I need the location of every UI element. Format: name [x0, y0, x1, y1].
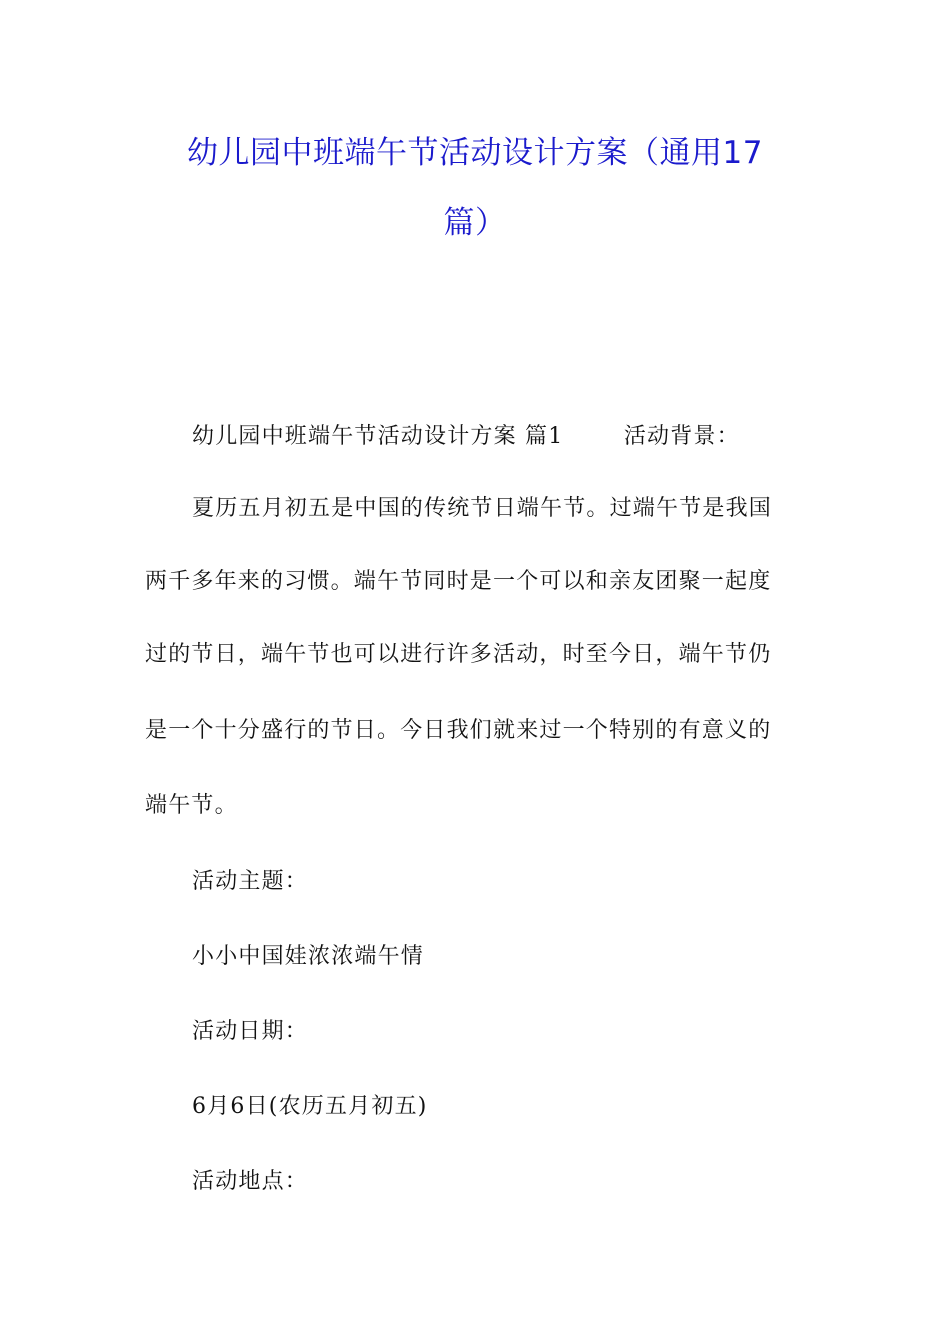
date-label: 活动日期：: [192, 1019, 309, 1044]
background-paragraph-line-1: 夏历五月初五是中国的传统节日端午节。过端午节是我国: [192, 496, 773, 521]
title-line-1: 幼儿园中班端午节活动设计方案（通用17: [187, 135, 763, 171]
background-paragraph-line-2: 两千多年来的习惯。端午节同时是一个可以和亲友团聚一起度: [145, 569, 772, 594]
theme-value: 小小中国娃浓浓端午情: [192, 944, 425, 969]
theme-label: 活动主题：: [192, 869, 309, 894]
date-value: 6月6日(农历五月初五): [192, 1094, 428, 1119]
section-heading: [192, 422, 857, 452]
section-heading-label: 活动背景：: [623, 424, 740, 449]
title-line-2: 篇）: [443, 205, 507, 241]
place-label: 活动地点：: [192, 1169, 309, 1194]
background-paragraph-line-3: 过的节日，端午节也可以进行许多活动，时至今日，端午节仍: [145, 642, 772, 667]
background-paragraph-line-5: 端午节。: [145, 793, 238, 818]
document-title: [140, 118, 810, 258]
section-heading-part: 篇1: [525, 424, 564, 449]
section-heading-name: 幼儿园中班端午节活动设计方案: [192, 424, 517, 449]
background-paragraph-line-4: 是一个十分盛行的节日。今日我们就来过一个特别的有意义的: [145, 718, 772, 743]
